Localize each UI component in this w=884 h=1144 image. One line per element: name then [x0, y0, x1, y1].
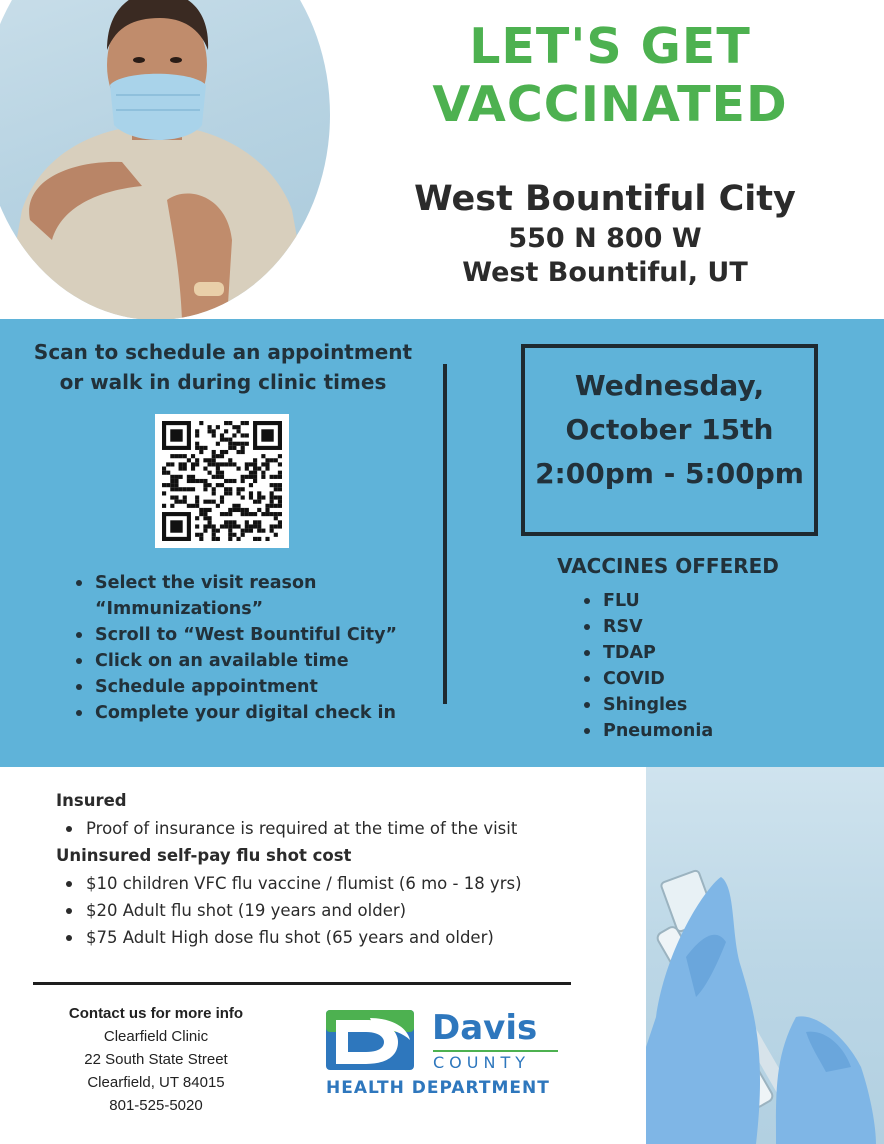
scan-instructions-title — [18, 337, 428, 397]
step-item: Click on an available time — [74, 648, 444, 674]
insured-item: Proof of insurance is required at the time of the visit — [56, 815, 616, 842]
step-item: Scroll to “West Bountiful City” — [74, 622, 444, 648]
insured-heading: Insured — [56, 791, 127, 810]
uninsured-item: $75 Adult High dose flu shot (65 years and older) — [56, 924, 616, 951]
vaccines-title: VACCINES OFFERED — [557, 554, 779, 578]
event-date: October 15th — [565, 413, 774, 446]
uninsured-heading: Uninsured self-pay flu shot cost — [56, 846, 352, 865]
logo-davis: Davis — [432, 1008, 538, 1048]
step-item-continued: “Immunizations” — [95, 599, 264, 619]
man-illustration — [0, 0, 330, 320]
davis-county-logo-mark-icon — [326, 1010, 414, 1070]
scan-line2: or walk in during clinic times — [59, 370, 387, 394]
headline — [400, 18, 820, 134]
qr-code[interactable] — [155, 414, 289, 548]
uninsured-item: $20 Adult flu shot (19 years and older) — [56, 897, 616, 924]
contact-street: 22 South State Street — [84, 1051, 228, 1068]
vaccine-item: COVID — [582, 666, 713, 692]
vaccine-item: TDAP — [582, 640, 713, 666]
contact-phone[interactable]: 801-525-5020 — [109, 1097, 203, 1114]
headline-line1: LET'S GET — [469, 18, 751, 75]
venue-address-city: West Bountiful, UT — [462, 257, 748, 288]
contact-heading: Contact us for more info — [68, 1005, 244, 1022]
qr-code-icon — [162, 421, 282, 541]
vaccines-list — [582, 588, 713, 744]
booking-steps-list — [74, 570, 444, 726]
divider-horizontal — [33, 982, 571, 985]
contact-clinic-name: Clearfield Clinic — [103, 1028, 209, 1045]
vaccine-item: Shingles — [582, 692, 713, 718]
contact-block — [46, 1002, 266, 1117]
vaccine-item: RSV — [582, 614, 713, 640]
step-item: Select the visit reason — [74, 570, 444, 596]
event-date-box — [521, 344, 818, 536]
logo-county: COUNTY — [433, 1053, 530, 1072]
logo-health-department: HEALTH DEPARTMENT — [326, 1078, 550, 1098]
syringe-photo — [646, 767, 884, 1144]
vaccinated-man-photo — [0, 0, 330, 320]
divider-vertical — [443, 364, 447, 704]
venue-block — [395, 176, 815, 290]
contact-city: Clearfield, UT 84015 — [87, 1074, 225, 1091]
syringe-illustration — [646, 767, 884, 1144]
vaccine-item: FLU — [582, 588, 713, 614]
venue-name: West Bountiful City — [414, 179, 796, 219]
insured-list — [56, 815, 616, 842]
vaccine-item: Pneumonia — [582, 718, 713, 744]
headline-line2: VACCINATED — [432, 76, 788, 133]
insurance-section — [56, 787, 616, 951]
scan-line1: Scan to schedule an appointment — [33, 340, 413, 364]
step-item: Schedule appointment — [74, 674, 444, 700]
uninsured-item: $10 children VFC flu vaccine / flumist (6 mo - 18 yrs) — [56, 870, 616, 897]
uninsured-list — [56, 870, 616, 951]
event-time: 2:00pm - 5:00pm — [535, 457, 804, 490]
event-day: Wednesday, — [574, 369, 765, 402]
step-item: Complete your digital check in — [74, 700, 444, 726]
venue-address-street: 550 N 800 W — [508, 223, 702, 254]
